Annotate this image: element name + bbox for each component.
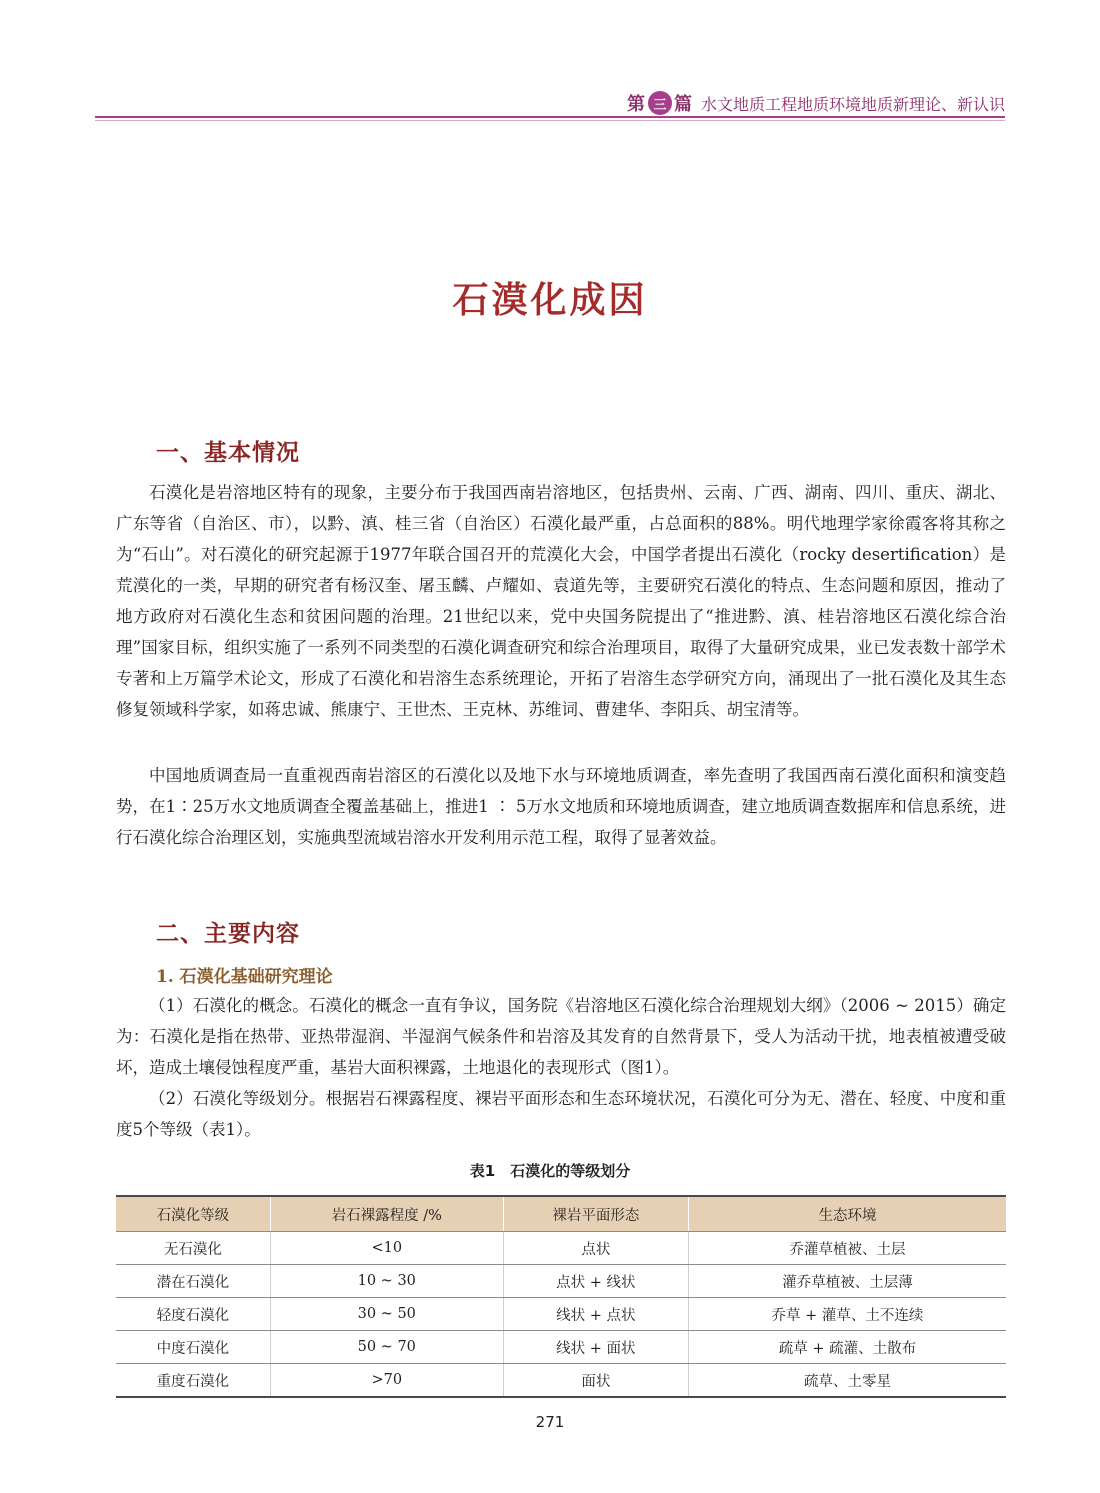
col-header-ecology: 生态环境 [688, 1196, 1006, 1232]
cell-grade: 潜在石漠化 [116, 1265, 270, 1298]
cell-grade: 轻度石漠化 [116, 1298, 270, 1331]
part-title: 水文地质工程地质环境地质新理论、新认识 [700, 94, 1005, 114]
col-header-exposure: 岩石裸露程度 /% [270, 1196, 503, 1232]
section-heading-basic: 一、基本情况 [156, 440, 300, 466]
cell-form: 线状 + 面状 [503, 1331, 688, 1364]
part-prefix: 第 [626, 94, 646, 115]
header-rule [95, 116, 1005, 118]
grade-table [116, 1195, 1006, 1398]
page-number: 271 [535, 1413, 565, 1431]
page-title: 石漠化成因 [452, 280, 648, 321]
cell-form: 点状 + 线状 [503, 1265, 688, 1298]
paragraph-grading: （2）石漠化等级划分。根据岩石裸露程度、裸岩平面形态和生态环境状况，石漠化可分为无、潜在、轻度、中度和重度5个等级（表1）。 [116, 1089, 1006, 1139]
cell-grade: 中度石漠化 [116, 1331, 270, 1364]
header-rule-thin [95, 120, 1005, 121]
cell-ecology: 疏草 + 疏灌、土散布 [688, 1331, 1006, 1364]
table-row [116, 1265, 1006, 1298]
part-number-badge: 三 [648, 91, 672, 115]
cell-exposure: 50 ~ 70 [270, 1331, 503, 1364]
cell-ecology: 乔灌草植被、土层 [688, 1232, 1006, 1265]
cell-ecology: 灌乔草植被、土层薄 [688, 1265, 1006, 1298]
cell-form: 线状 + 点状 [503, 1298, 688, 1331]
cell-form: 点状 [503, 1232, 688, 1265]
part-suffix: 篇 [673, 94, 693, 115]
cell-exposure: >70 [270, 1364, 503, 1398]
cell-grade: 无石漠化 [116, 1232, 270, 1265]
table-row [116, 1331, 1006, 1364]
table-row [116, 1298, 1006, 1331]
subsection-heading: 1. 石漠化基础研究理论 [156, 967, 333, 987]
cell-ecology: 疏草、土零星 [688, 1364, 1006, 1398]
cell-exposure: 30 ~ 50 [270, 1298, 503, 1331]
col-header-grade: 石漠化等级 [116, 1196, 270, 1232]
table-row [116, 1232, 1006, 1265]
table-caption: 表1 石漠化的等级划分 [469, 1162, 631, 1180]
running-header [627, 88, 1005, 118]
cell-exposure: <10 [270, 1232, 503, 1265]
paragraph-basic-1: 石漠化是岩溶地区特有的现象，主要分布于我国西南岩溶地区，包括贵州、云南、广西、湖南、四川、重庆、湖北、广东等省（自治区、市），以黔、滇、桂三省（自治区）石漠化最严重，占总面积的88%。明代地理学家徐霞客将其称之为“石山”。对石漠化的研究起源于1977年联合国召开的荒漠化大会，中国学者提出石漠化（rocky desertification）是荒漠化的一类，早期的研究者有杨汉奎、屠玉麟、卢耀如、袁道先等，主要研究石漠化的特点、生态问题和原因，推动了地方政府对石漠化生态和贫困问题的治理。21世纪以来，党中央国务院提出了“推进黔、滇、桂岩溶地区石漠化综合治理”国家目标，组织实施了一系列不同类型的石漠化调查研究和综合治理项目，取得了大量研究成果，业已发表数十部学术专著和上万篇学术论文，形成了石漠化和岩溶生态系统理论，开拓了岩溶生态学研究方向，涌现出了一批石漠化及其生态修复领域科学家，如蒋忠诚、熊康宁、王世杰、王克林、苏维词、曹建华、李阳兵、胡宝清等。 [116, 483, 1006, 719]
paragraph-basic-2: 中国地质调查局一直重视西南岩溶区的石漠化以及地下水与环境地质调查，率先查明了我国西南石漠化面积和演变趋势，在1∶25万水文地质调查全覆盖基础上，推进1 ∶ 5万水文地质和环境地质调查，建立地质调查数据库和信息系统，进行石漠化综合治理区划，实施典型流域岩溶水开发利用示范工程，取得了显著效益。 [116, 766, 1006, 847]
cell-ecology: 乔草 + 灌草、土不连续 [688, 1298, 1006, 1331]
cell-grade: 重度石漠化 [116, 1364, 270, 1398]
table-header-row [116, 1196, 1006, 1232]
cell-form: 面状 [503, 1364, 688, 1398]
table-row [116, 1364, 1006, 1398]
section-heading-main: 二、主要内容 [156, 921, 300, 947]
cell-exposure: 10 ~ 30 [270, 1265, 503, 1298]
col-header-form: 裸岩平面形态 [503, 1196, 688, 1232]
paragraph-concept: （1）石漠化的概念。石漠化的概念一直有争议，国务院《岩溶地区石漠化综合治理规划大纲》（2006 ~ 2015）确定为：石漠化是指在热带、亚热带湿润、半湿润气候条件和岩溶及其发育的自然背景下，受人为活动干扰，地表植被遭受破坏，造成土壤侵蚀程度严重，基岩大面积裸露，土地退化的表现形式（图1）。 [116, 996, 1006, 1077]
